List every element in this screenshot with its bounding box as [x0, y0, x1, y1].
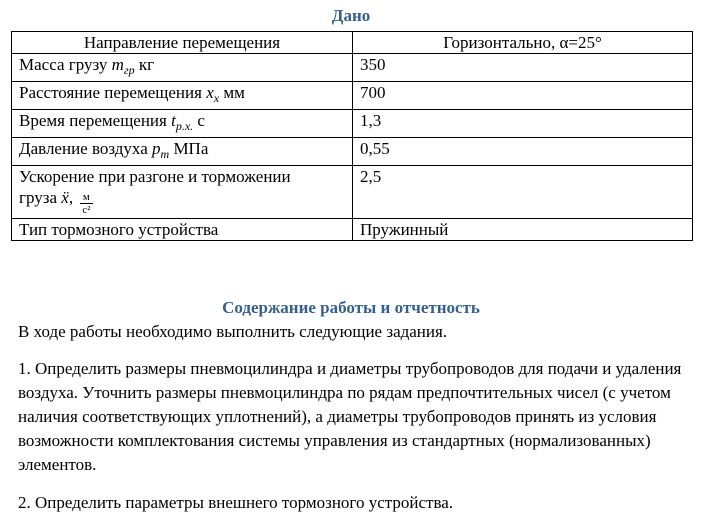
param-mass: Масса грузу $m_{гр}$ кг	[12, 54, 353, 82]
header-direction: Направление перемещения	[12, 32, 353, 54]
param-distance: Расстояние перемещения $x_x$ мм	[12, 82, 353, 110]
given-table	[11, 31, 693, 241]
param-acceleration: Ускорение при разгоне и торможении груза ẍ, $\frac{м}{\text{с²}}$	[12, 166, 353, 219]
param-time: Время перемещения $t_{p.x.}$ с	[12, 110, 353, 138]
value-brake-type: Пружинный	[353, 219, 693, 241]
value-distance: 700	[353, 82, 693, 110]
param-brake-type: Тип тормозного устройства	[12, 219, 353, 241]
contents-heading: Содержание работы и отчетность	[222, 298, 480, 317]
value-acceleration: 2,5	[353, 166, 693, 219]
table-row	[12, 54, 693, 82]
table-row	[12, 138, 693, 166]
value-mass: 350	[353, 54, 693, 82]
given-heading: Дано	[331, 6, 371, 25]
task-2-paragraph: 2. Определить параметры внешнего тормозного устройства.	[18, 493, 454, 512]
table-row	[12, 219, 693, 241]
value-time: 1,3	[353, 110, 693, 138]
intro-paragraph: В ходе работы необходимо выполнить следующие задания.	[18, 322, 448, 341]
table-row	[12, 166, 693, 219]
table-row	[12, 82, 693, 110]
param-pressure: Давление воздуха $p_m$ МПа	[12, 138, 353, 166]
task-1-paragraph: 1. Определить размеры пневмоцилиндра и диаметры трубопроводов для подачи и удаления воздуха. Уточнить размеры пневмоцилиндра по рядам предпочтительных чисел (с учетом наличия соответствующих уплотнений), а диаметры трубопроводов принять из условия возможности комплектования системы управления из стандартных (нормализованных) элементов.	[18, 359, 682, 474]
unit-fraction: $\frac{м}{\text{с²}}$	[82, 191, 91, 216]
table-row	[12, 110, 693, 138]
header-direction-value: Горизонтально, α=25°	[353, 32, 693, 54]
value-pressure: 0,55	[353, 138, 693, 166]
table-header-row	[12, 32, 693, 54]
